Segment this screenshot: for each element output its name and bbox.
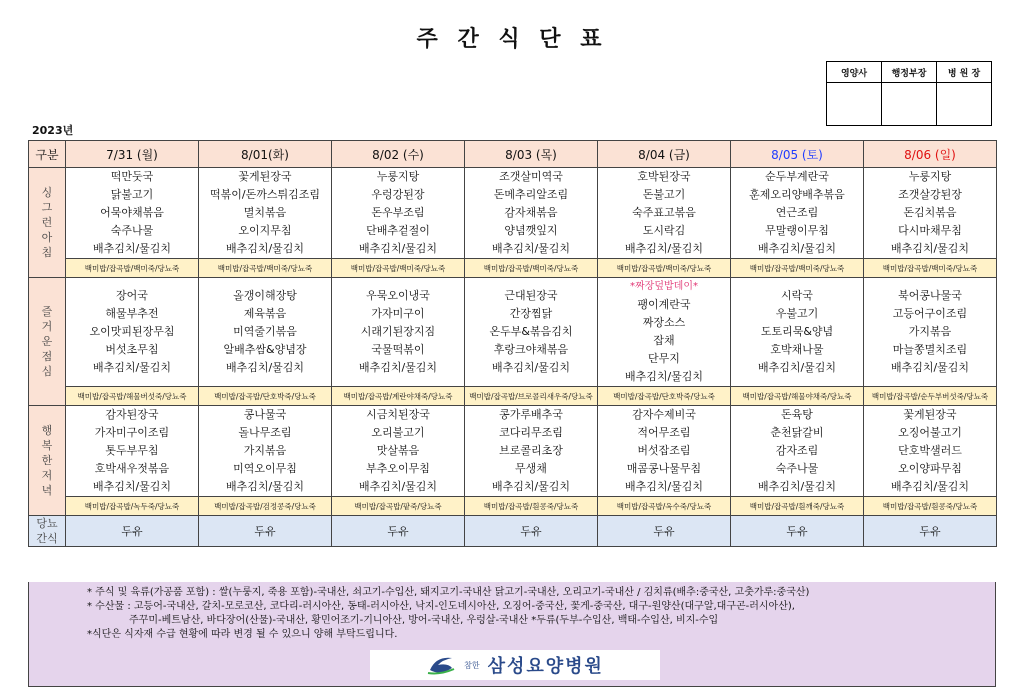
meal-label-char: 심 bbox=[41, 365, 53, 378]
meal-label-char: 거 bbox=[41, 320, 53, 333]
menu-item: 우불고기 bbox=[775, 307, 819, 320]
snack-cell: 두유 bbox=[465, 516, 598, 547]
menu-item: 어묵야채볶음 bbox=[100, 206, 164, 219]
approval-director: 병 원 장 bbox=[937, 62, 992, 83]
menu-item: 훈제오리양배추볶음 bbox=[749, 188, 845, 201]
rice-porridge-note: 백미밥/잡곡밥/백미죽/당뇨죽 bbox=[731, 259, 864, 278]
menu-item: 호박된장국 bbox=[637, 170, 691, 183]
meal-row bbox=[29, 168, 997, 259]
menu-item: 배추김치/물김치 bbox=[92, 361, 172, 374]
side-row bbox=[29, 497, 997, 516]
menu-item: 꽃게된장국 bbox=[903, 408, 957, 421]
menu-item: 오이지무침 bbox=[238, 224, 292, 237]
menu-item: 돈육탕 bbox=[781, 408, 813, 421]
rice-porridge-note: 백미밥/잡곡밥/백미죽/당뇨죽 bbox=[864, 259, 997, 278]
menu-item: 배추김치/물김치 bbox=[358, 242, 438, 255]
menu-item: 오이맛피된장무침 bbox=[89, 325, 175, 338]
menu-item: 무생채 bbox=[515, 462, 547, 475]
menu-cell bbox=[465, 278, 598, 387]
menu-cell bbox=[598, 406, 731, 497]
menu-item: 버섯잡조림 bbox=[637, 444, 691, 457]
menu-cell bbox=[66, 406, 199, 497]
rice-porridge-note: 백미밥/잡곡밥/백미죽/당뇨죽 bbox=[332, 259, 465, 278]
page-title: 주 간 식 단 표 bbox=[416, 27, 608, 52]
menu-cell bbox=[731, 168, 864, 259]
menu-item: 국물떡볶이 bbox=[371, 343, 425, 356]
menu-item: 가지볶음 bbox=[908, 325, 952, 338]
meal-label bbox=[29, 278, 66, 406]
menu-item: 미역오이무침 bbox=[233, 462, 297, 475]
menu-item: 배추김치/물김치 bbox=[624, 370, 704, 383]
snack-row bbox=[29, 516, 997, 547]
menu-item: 브로콜리초장 bbox=[499, 444, 563, 457]
meal-row bbox=[29, 406, 997, 497]
menu-item: 배추김치/물김치 bbox=[491, 480, 571, 493]
year-label: 2023년 bbox=[32, 124, 74, 137]
menu-item: 감자채볶음 bbox=[504, 206, 558, 219]
menu-item: 조갯살강된장 bbox=[898, 188, 962, 201]
menu-item: 배추김치/물김치 bbox=[890, 361, 970, 374]
rice-porridge-note: 백미밥/잡곡밥/해물버섯죽/당뇨죽 bbox=[66, 387, 199, 406]
change-notice: *식단은 식자재 수급 현황에 따라 변경 될 수 있으니 양해 부탁드립니다. bbox=[87, 629, 398, 640]
menu-cell bbox=[864, 168, 997, 259]
menu-cell bbox=[66, 278, 199, 387]
menu-item: 누룽지탕 bbox=[376, 170, 420, 183]
menu-item: 배추김치/물김치 bbox=[358, 480, 438, 493]
menu-item: 팽이계란국 bbox=[637, 298, 691, 311]
hospital-logo-icon bbox=[426, 654, 456, 676]
day-header-6: 8/06 (일) bbox=[864, 141, 997, 168]
menu-item: 버섯초무침 bbox=[105, 343, 159, 356]
day-header-row bbox=[29, 141, 997, 168]
snack-cell: 두유 bbox=[864, 516, 997, 547]
menu-item: 코다리무조림 bbox=[499, 426, 563, 439]
day-header-0: 7/31 (월) bbox=[66, 141, 199, 168]
meal-label-char: 싱 bbox=[41, 186, 53, 199]
menu-item: 짜장소스 bbox=[642, 316, 686, 329]
meal-label bbox=[29, 406, 66, 516]
rice-porridge-note: 백미밥/잡곡밥/흰콩죽/당뇨죽 bbox=[864, 497, 997, 516]
menu-item: 순두부계란국 bbox=[765, 170, 829, 183]
menu-item: 배추김치/물김치 bbox=[358, 361, 438, 374]
menu-item: 돈메추리알조림 bbox=[493, 188, 569, 201]
menu-item: 우렁강된장 bbox=[371, 188, 425, 201]
menu-item: 돈우부조림 bbox=[371, 206, 425, 219]
rice-porridge-note: 백미밥/잡곡밥/계란야채죽/당뇨죽 bbox=[332, 387, 465, 406]
rice-porridge-note: 백미밥/잡곡밥/흰콩죽/당뇨죽 bbox=[465, 497, 598, 516]
weekly-menu-table bbox=[28, 140, 997, 547]
rice-porridge-note: 백미밥/잡곡밥/백미죽/당뇨죽 bbox=[598, 259, 731, 278]
meal-label-char: 녁 bbox=[41, 484, 53, 497]
menu-item: 오징어불고기 bbox=[898, 426, 962, 439]
menu-item: 온두부&볶음김치 bbox=[489, 325, 573, 338]
hospital-name: 삼성요양병원 bbox=[487, 656, 604, 677]
logo-small-text: 참한 bbox=[464, 660, 480, 670]
menu-cell bbox=[66, 168, 199, 259]
menu-item: 꽃게된장국 bbox=[238, 170, 292, 183]
menu-item: 간장찜닭 bbox=[509, 307, 553, 320]
menu-item: 감자수제비국 bbox=[632, 408, 696, 421]
snack-cell: 두유 bbox=[598, 516, 731, 547]
menu-item: 배추김치/물김치 bbox=[890, 242, 970, 255]
snack-label bbox=[29, 516, 66, 547]
meal-label-char: 복 bbox=[41, 439, 53, 452]
approval-admin-manager: 행정부장 bbox=[882, 62, 937, 83]
menu-item: 배추김치/물김치 bbox=[225, 480, 305, 493]
meal-label-char: 운 bbox=[41, 335, 53, 348]
meal-label-char: 침 bbox=[41, 246, 53, 259]
menu-item: 제육볶음 bbox=[243, 307, 287, 320]
menu-item: 부추오이무침 bbox=[366, 462, 430, 475]
menu-item: 단무지 bbox=[648, 352, 680, 365]
meal-row bbox=[29, 278, 997, 387]
meal-label-char: 그 bbox=[41, 201, 53, 214]
menu-item: 돈불고기 bbox=[642, 188, 686, 201]
menu-item: 감자조림 bbox=[775, 444, 819, 457]
menu-cell bbox=[731, 406, 864, 497]
menu-cell bbox=[465, 168, 598, 259]
menu-cell bbox=[332, 168, 465, 259]
menu-item: 배추김치/물김치 bbox=[757, 361, 837, 374]
menu-item: 후랑크야채볶음 bbox=[493, 343, 569, 356]
menu-item: 배추김치/물김치 bbox=[92, 480, 172, 493]
header-label: 구분 bbox=[29, 141, 66, 168]
meal-label bbox=[29, 168, 66, 278]
menu-item: 다시마채무침 bbox=[898, 224, 962, 237]
meal-label-char: 한 bbox=[41, 454, 53, 467]
menu-item: 감자된장국 bbox=[105, 408, 159, 421]
menu-item: 가지볶음 bbox=[243, 444, 287, 457]
menu-item: 알배추쌈&양념장 bbox=[223, 343, 307, 356]
menu-cell bbox=[598, 168, 731, 259]
rice-porridge-note: 백미밥/잡곡밥/백미죽/당뇨죽 bbox=[465, 259, 598, 278]
menu-item: 배추김치/물김치 bbox=[624, 480, 704, 493]
rice-porridge-note: 백미밥/잡곡밥/녹두죽/당뇨죽 bbox=[66, 497, 199, 516]
menu-item: *짜장덮밥데이* bbox=[630, 281, 698, 292]
menu-item: 가자미구이조림 bbox=[94, 426, 170, 439]
menu-cell bbox=[864, 278, 997, 387]
meal-label-char: 저 bbox=[41, 469, 53, 482]
menu-item: 오이양파무침 bbox=[898, 462, 962, 475]
meal-label-char: 점 bbox=[41, 350, 53, 363]
menu-cell bbox=[199, 406, 332, 497]
day-header-2: 8/02 (수) bbox=[332, 141, 465, 168]
approval-box bbox=[826, 61, 992, 126]
snack-cell: 두유 bbox=[66, 516, 199, 547]
menu-item: 떡볶이/돈까스튀김조림 bbox=[210, 188, 320, 201]
menu-item: 적어무조림 bbox=[637, 426, 691, 439]
meal-label-char: 행 bbox=[41, 424, 53, 437]
menu-cell bbox=[864, 406, 997, 497]
menu-item: 시금치된장국 bbox=[366, 408, 430, 421]
side-row bbox=[29, 387, 997, 406]
meal-label-char: 아 bbox=[41, 231, 53, 244]
menu-item: 매콤콩나물무침 bbox=[626, 462, 702, 475]
menu-item: 근대된장국 bbox=[504, 289, 558, 302]
menu-item: 단호박샐러드 bbox=[898, 444, 962, 457]
origin-note-seafood-cont: 주꾸미-베트남산, 바다장어(산물)-국내산, 황민어조기-기니아산, 방어-국내산, 우렁살-국내산 *두류(두부-수입산, 백태-수입산, 비지-수입 bbox=[129, 615, 719, 626]
rice-porridge-note: 백미밥/잡곡밥/해물야채죽/당뇨죽 bbox=[731, 387, 864, 406]
menu-item: 양념깻잎지 bbox=[504, 224, 558, 237]
menu-item: 배추김치/물김치 bbox=[92, 242, 172, 255]
menu-item: 멸치볶음 bbox=[243, 206, 287, 219]
approval-sign-cell bbox=[937, 83, 992, 126]
menu-item: 단배추겉절이 bbox=[366, 224, 430, 237]
menu-item: 북어콩나물국 bbox=[898, 289, 962, 302]
menu-item: 배추김치/물김치 bbox=[225, 361, 305, 374]
menu-item: 가자미구이 bbox=[371, 307, 425, 320]
menu-cell bbox=[731, 278, 864, 387]
approval-sign-cell bbox=[882, 83, 937, 126]
menu-item: 배추김치/물김치 bbox=[491, 361, 571, 374]
menu-item: 배추김치/물김치 bbox=[624, 242, 704, 255]
menu-item: 해물부추전 bbox=[105, 307, 159, 320]
menu-item: 숙주나물 bbox=[110, 224, 154, 237]
day-header-1: 8/01(화) bbox=[199, 141, 332, 168]
menu-item: 호박새우젓볶음 bbox=[94, 462, 170, 475]
snack-label-line: 당뇨 bbox=[36, 517, 58, 530]
menu-item: 돈김치볶음 bbox=[903, 206, 957, 219]
menu-item: 숙주나물 bbox=[775, 462, 819, 475]
menu-item: 시락국 bbox=[781, 289, 813, 302]
menu-cell bbox=[465, 406, 598, 497]
menu-item: 올갱이해장탕 bbox=[233, 289, 297, 302]
menu-item: 무말랭이무침 bbox=[765, 224, 829, 237]
hospital-logo bbox=[370, 650, 660, 680]
menu-item: 미역줄기볶음 bbox=[233, 325, 297, 338]
rice-porridge-note: 백미밥/잡곡밥/옥수죽/당뇨죽 bbox=[598, 497, 731, 516]
snack-label-line: 간식 bbox=[36, 532, 58, 545]
day-header-5: 8/05 (토) bbox=[731, 141, 864, 168]
menu-item: 장어국 bbox=[116, 289, 148, 302]
rice-porridge-note: 백미밥/잡곡밥/검정콩죽/당뇨죽 bbox=[199, 497, 332, 516]
day-header-4: 8/04 (금) bbox=[598, 141, 731, 168]
rice-porridge-note: 백미밥/잡곡밥/단호박죽/당뇨죽 bbox=[199, 387, 332, 406]
menu-item: 호박채나물 bbox=[770, 343, 824, 356]
menu-cell bbox=[332, 406, 465, 497]
menu-item: 조갯살미역국 bbox=[499, 170, 563, 183]
menu-item: 닭불고기 bbox=[110, 188, 154, 201]
menu-item: 맛살볶음 bbox=[376, 444, 420, 457]
day-header-3: 8/03 (목) bbox=[465, 141, 598, 168]
snack-cell: 두유 bbox=[199, 516, 332, 547]
origin-note-meat: * 주식 및 육류(가공품 포함) : 쌀(누룽지, 죽용 포함)-국내산, 쇠고기-수입산, 돼지고기-국내산 닭고기-국내산, 오리고기-국내산 / 김치류(배추:중국산, 고춧가루:중국산) bbox=[87, 587, 810, 598]
approval-nutritionist: 영양사 bbox=[827, 62, 882, 83]
rice-porridge-note: 백미밥/잡곡밥/백미죽/당뇨죽 bbox=[66, 259, 199, 278]
menu-item: 배추김치/물김치 bbox=[757, 242, 837, 255]
menu-item: 고등어구이조림 bbox=[892, 307, 968, 320]
menu-cell bbox=[199, 278, 332, 387]
menu-item: 도토리묵&양념 bbox=[760, 325, 834, 338]
rice-porridge-note: 백미밥/잡곡밥/팥죽/당뇨죽 bbox=[332, 497, 465, 516]
menu-cell bbox=[598, 278, 731, 387]
menu-item: 배추김치/물김치 bbox=[757, 480, 837, 493]
menu-item: 오리불고기 bbox=[371, 426, 425, 439]
approval-sign-cell bbox=[827, 83, 882, 126]
rice-porridge-note: 백미밥/잡곡밥/백미죽/당뇨죽 bbox=[199, 259, 332, 278]
snack-cell: 두유 bbox=[731, 516, 864, 547]
menu-item: 배추김치/물김치 bbox=[890, 480, 970, 493]
rice-porridge-note: 백미밥/잡곡밥/브로콜리새우죽/당뇨죽 bbox=[465, 387, 598, 406]
side-row bbox=[29, 259, 997, 278]
menu-item: 잡채 bbox=[653, 334, 675, 347]
menu-item: 콩가루배추국 bbox=[499, 408, 563, 421]
meal-label-char: 런 bbox=[41, 216, 53, 229]
menu-item: 숙주표고볶음 bbox=[632, 206, 696, 219]
rice-porridge-note: 백미밥/잡곡밥/단호박죽/당뇨죽 bbox=[598, 387, 731, 406]
meal-label-char: 즐 bbox=[41, 305, 53, 318]
rice-porridge-note: 백미밥/잡곡밥/흰깨죽/당뇨죽 bbox=[731, 497, 864, 516]
menu-item: 시래기된장지짐 bbox=[360, 325, 436, 338]
menu-item: 배추김치/물김치 bbox=[225, 242, 305, 255]
menu-item: 떡만둣국 bbox=[110, 170, 154, 183]
rice-porridge-note: 백미밥/잡곡밥/순두부버섯죽/당뇨죽 bbox=[864, 387, 997, 406]
origin-note-seafood: * 수산물 : 고등어-국내산, 갈치-모로코산, 코다리-러시아산, 동태-러시아산, 낙지-인도네시아산, 오징어-중국산, 꽃게-중국산, 대구-원양산(대구알,대구곤-러시아산), bbox=[87, 601, 795, 612]
menu-item: 마늘쫑멸치조림 bbox=[892, 343, 968, 356]
menu-item: 돌나무조림 bbox=[238, 426, 292, 439]
menu-cell bbox=[199, 168, 332, 259]
menu-item: 도시락김 bbox=[642, 224, 686, 237]
menu-item: 우묵오이냉국 bbox=[366, 289, 430, 302]
menu-item: 연근조림 bbox=[775, 206, 819, 219]
menu-item: 톳두부무침 bbox=[105, 444, 159, 457]
menu-item: 춘천닭갈비 bbox=[770, 426, 824, 439]
menu-item: 콩나물국 bbox=[243, 408, 287, 421]
menu-item: 누룽지탕 bbox=[908, 170, 952, 183]
snack-cell: 두유 bbox=[332, 516, 465, 547]
menu-cell bbox=[332, 278, 465, 387]
menu-item: 배추김치/물김치 bbox=[491, 242, 571, 255]
